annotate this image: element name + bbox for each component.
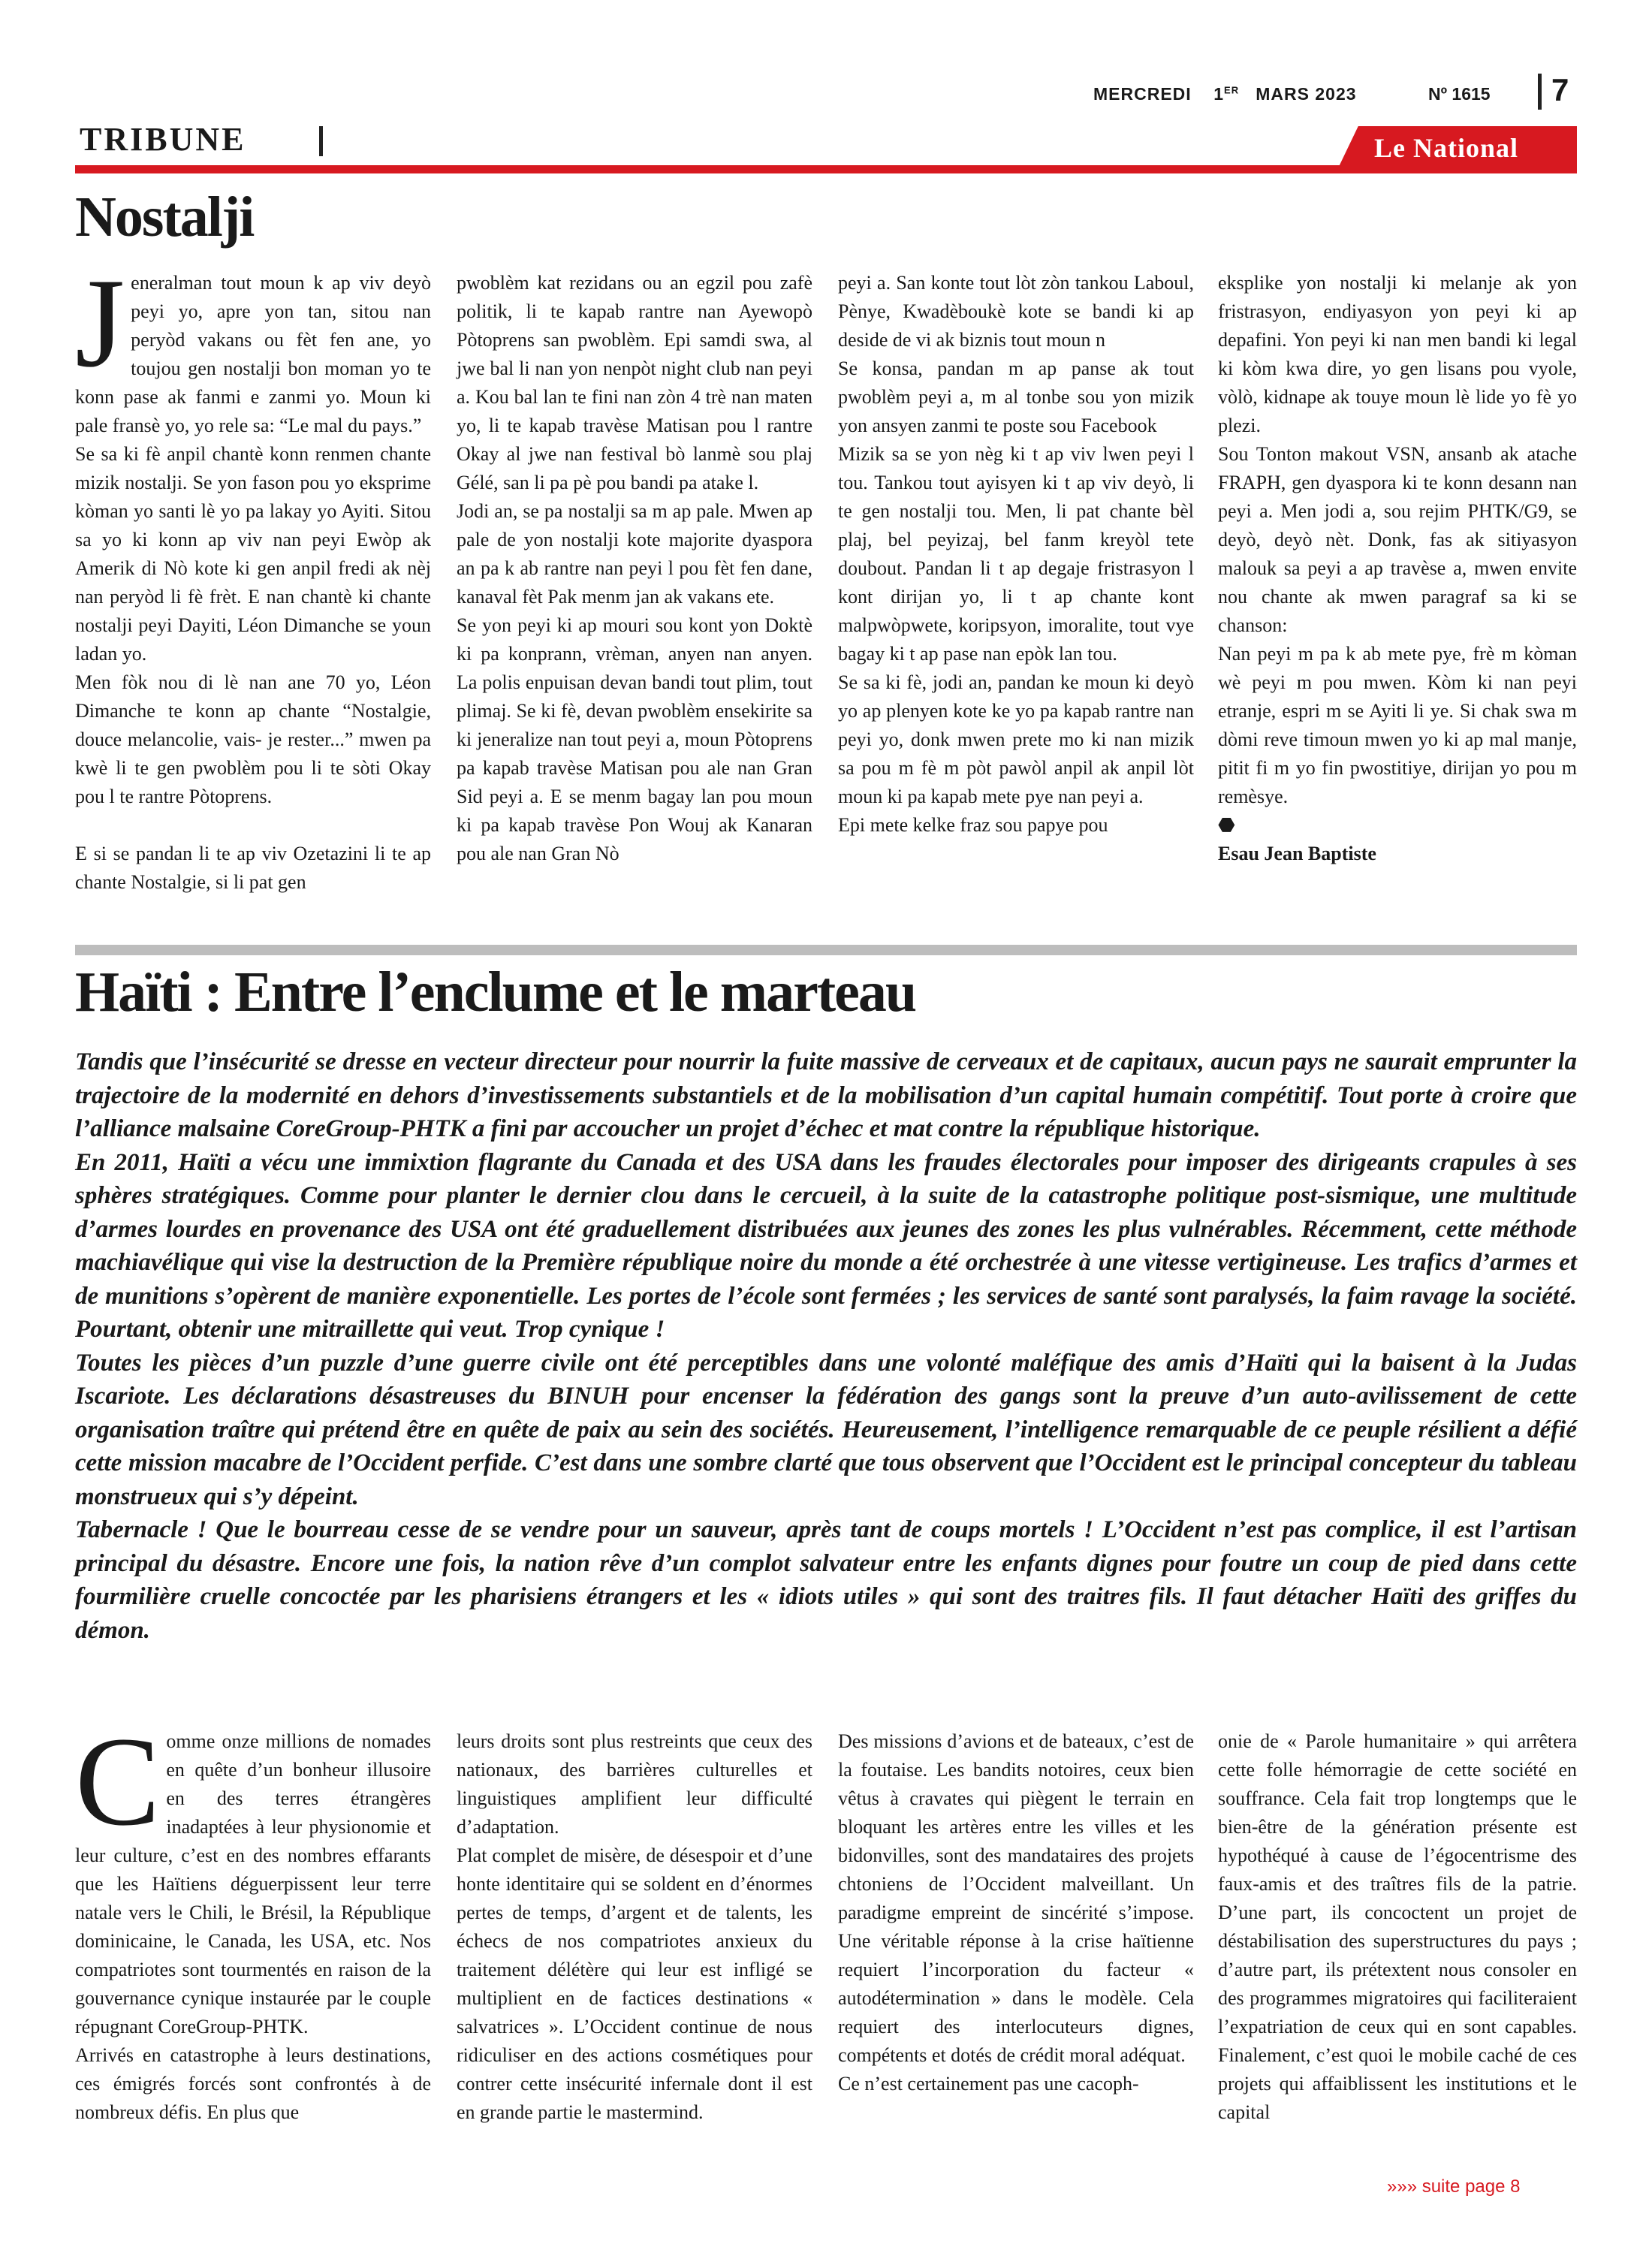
article2-column-4 [1218,1727,1577,2127]
lead-paragraph: Toutes les pièces d’un puzzle d’une guerre civile ont été perceptibles dans une volonté maléfique des amis d’Haïti qui la baisent à la Judas Iscariote. Les déclarations désastreuses du BINUH pour encenser la fédération des gangs sont la preuve d’un auto-avilissement de cette organisation traître qui prétend être en quête de paix au sein des sociétés. Heureusement, l’intelligence remarquable de ce peuple résilient a défié cette mission macabre de l’Occident perfide. C’est dans une sombre clarté que tous observent que l’Occident est le principal concepteur du tableau monstrueux qui s’y dépeint. [75,1349,1577,1510]
article2-dropcap: C [75,1711,161,1852]
article2-paragraph: Arrivés en catastrophe à leurs destinations, ces émigrés forcés sont confrontés à de nombreux défis. En plus que [75,2044,431,2123]
article2-paragraph: Des missions d’avions et de bateaux, c’est de la foutaise. Les bandits notoires, ceux bien vêtus à cravates qui piègent le terrain en bloquant les artères entre les villes et les bidonvilles, sont des mandataires des projets chtoniens de l’Occident malveillant. Un paradigme empreint de sincérité s’impose. Une véritable réponse à la crise haïtienne requiert l’incorporation du facteur « autodétermination » dans le modèle. Cela requiert des interlocuteurs dignes, compétents et dotés de crédit moral adéquat. [838,1730,1194,2066]
article2-paragraph: leurs droits sont plus restreints que ceux des nationaux, des barrières culturelles et linguistiques amplifient leur difficulté d’adaptation. [457,1730,812,1838]
issue-date: MERCREDI 1ER MARS 2023 [1093,84,1357,104]
article1-paragraph: Nan peyi m pa k ab mete pye, frè m kòman wè peyi m pou mwen. Kòm ki nan peyi etranje, espri m se Ayiti li ye. Si chak swa m dòmi reve timoun mwen yo ki ap mal manje, pitit fi m yo fin pwostitiye, dirijan yo pou m remèsye. [1218,643,1577,807]
article1-column-3 [838,269,1194,840]
brand-logo: Le National [1374,133,1519,163]
article1-paragraph: peyi a. San konte tout lòt zòn tankou Laboul, Pènye, Kwadèboukè kote se bandi ki ap deside de vi ak biznis tout moun n [838,272,1194,351]
section-label: TRIBUNE [80,121,246,158]
article1-column-2 [457,269,812,868]
article1-dropcap: J [75,252,125,394]
article1-paragraph: eneralman tout moun k ap viv deyò peyi yo, apre yon tan, sitou nan peryòd vakans ou fèt fen ane, yo toujou gen nostalji bon moman yo te konn pase ak fanmi e zanmi yo. Moun ki pale fransè yo, yo rele sa: “Le mal du pays.” [75,272,431,436]
article2-column-2 [457,1727,812,2127]
section-divider [319,126,323,156]
article1-paragraph: Se sa ki fè anpil chantè konn renmen chante mizik nostalji. Se yon fason pou yo eksprime kòman yo santi lè yo pa lakay yo Ayiti. Sitou sa yo ki konn ap viv nan peyi Ewòp ak Amerik di Nò kote ki gen anpil fredi ak nèj nan peryòd li fè frèt. E nan chantè ki chante nostalji peyi Dayiti, Léon Dimanche se youn ladan yo. [75,443,431,665]
article1-column-1 [75,252,431,897]
article1-paragraph: Epi mete kelke fraz sou papye pou [838,814,1108,836]
page-number: 7 [1551,72,1569,107]
article1-paragraph: Jodi an, se pa nostalji sa m ap pale. Mwen ap pale de yon nostalji kote majorite dyaspora an pa k ab rantre nan peyi l pou fèt fen dane, kanaval fèt Pak menm jan ak vakans ete. [457,500,812,608]
continued-link[interactable]: »»» suite page 8 [1387,2176,1521,2197]
article1-column-4 [1218,269,1577,868]
lead-paragraph: En 2011, Haïti a vécu une immixtion flagrante du Canada et des USA dans les fraudes électorales pour imposer des dirigeants crapules à ses sphères stratégiques. Comme pour planter le dernier clou dans le cercueil, à la suite de la catastrophe politique post-sismique, une multitude d’armes lourdes en provenance des USA ont été graduellement distribuées aux jeunes des zones les plus vulnérables. Récemment, cette méthode machiavélique qui vise la destruction de la Première république noire du monde a été orchestrée à une vitesse vertigineuse. Les trafics d’armes et de munitions s’opèrent de manière exponentielle. Les portes de l’école sont fermées ; les services de santé sont paralysés, la faim ravage la société. Pourtant, obtenir une mitraillette qui veut. Trop cynique ! [75,1148,1577,1343]
article2-paragraph: Plat complet de misère, de désespoir et d’une honte identitaire qui se soldent en d’énormes pertes de temps, d’argent et de talents, les échecs de nos compatriotes anxieux du traitement délétère qui leur est infligé se multiplient en de factices destinations « salvatrices ». L’Occident continue de nous ridiculiser en des actions cosmétiques pour contrer cette insécurité infernale dont il est en grande partie le mastermind. [457,1844,812,2123]
article1-paragraph: pwoblèm kat rezidans ou an egzil pou zafè politik, li te kapab rantre nan Ayewopò Pòtoprens san pwoblèm. Epi samdi swa, al jwe bal li nan yon nenpòt night club nan peyi a. Kou bal lan te fini nan zòn 4 trè nan maten yo, li te kapab travèse Matisan pou l rantre Okay al jwe nan festival bò lanmè sou plaj Gélé, san li pa pè pou bandi pa atake l. [457,272,812,493]
article1-paragraph: Mizik sa se yon nèg ki t ap viv lwen peyi l tou. Tankou tout ayisyen ki t ap viv deyò, li te gen nostalji tou. Men, li pat chante bèl plaj, bel peyizaj, bel fanm kreyòl tete doubout. Pandan li t ap degaje fristrasyon l kont dirijan yo, li t ap chante kont malpwòpwete, koripsyon, imoralite, tout vye bagay ki t ap pase nan epòk lan tou. [838,443,1194,665]
article1-paragraph: Men fòk nou di lè nan ane 70 yo, Léon Dimanche te konn ap chante “Nostalgie, douce melancolie, vais- je rester...” mwen pa kwè li te gen pwoblèm pou li te sòti Okay pou l te rantre Pòtoprens. [75,671,431,807]
article1-paragraph: Se konsa, pandan m ap panse ak tout pwoblèm peyi a, m al tonbe sou yon mizik yon ansyen zanmi te poste sou Facebook [838,357,1194,436]
article1-paragraph: eksplike yon nostalji ki melanje ak yon fristrasyon, endiyasyon yon peyi ki ap depafini. Yon peyi ki nan men bandi ki legal ki kòm kwa dire, yo gen lisans pou vyole, vòlò, kidnape ak touye moun lè lide yo fè yo plezi. [1218,272,1577,436]
article1-paragraph: E si se pandan li te ap viv Ozetazini li te ap chante Nostalgie, si li pat gen [75,843,431,893]
lead-paragraph: Tabernacle ! Que le bourreau cesse de se vendre pour un sauveur, après tant de coups mortels ! L’Occident n’est pas complice, il est l’artisan principal du désastre. Encore une fois, la nation rêve d’un complot salvateur entre les enfants dignes pour foutre un coup de pied dans cette fourmilière cruelle concoctée par les pharisiens étrangers et les « idiots utiles » qui sont des traitres fils. Il faut détacher Haïti des griffes du démon. [75,1516,1577,1644]
article2-paragraph: omme onze millions de nomades en quête d’un bonheur illusoire en des terres étrangères inadaptées à leur physionomie et leur culture, c’est en des nombres effarants que les Haïtiens déguerpissent leur terre natale vers le Chili, le Brésil, la République dominicaine, le Canada, les USA, etc. Nos compatriotes sont tourmentés en raison de la gouvernance cynique instaurée par le couple répugnant CoreGroup-PHTK. [75,1730,431,2037]
article-separator [75,945,1577,955]
article1-paragraph: Se sa ki fè, jodi an, pandan ke moun ki deyò yo ap plenyen kote ke yo pa kapab rantre nan peyi yo, donk mwen prete mo ki nan mizik sa pou m fè m pòt pawòl anpil ak anpil lòt moun ki pa kapab mete pye nan peyi a. [838,671,1194,807]
article2-lead [75,1045,1577,1647]
end-mark-icon: ⬣ [1218,814,1235,836]
issue-number: Nº 1615 [1428,84,1491,104]
article2-title: Haïti : Entre l’enclume et le marteau [75,961,916,1024]
header-divider [1538,74,1542,110]
article1-paragraph: Se yon peyi ki ap mouri sou kont yon Doktè ki pa konprann, vrèman, anyen nan anyen. La polis enpuisan devan bandi tout plim, tout plimaj. Se ki fè, devan pwoblèm ensekirite sa ki jeneralize nan tout peyi a, moun Pòtoprens pa kapab travèse Matisan pou ale nan Gran Sid peyi a. E se menm bagay lan pou moun ki pa kapab travèse Pon Wouj ak Kanaran pou ale nan Gran Nò [457,614,812,864]
article1-title: Nostalji [75,185,254,249]
article2-column-1 [75,1711,431,2127]
article2-paragraph: Ce n’est certainement pas une cacoph- [838,2073,1139,2095]
article2-paragraph: onie de « Parole humanitaire » qui arrêtera cette folle hémorragie de cette société en souffrance. Cela fait trop longtemps que le bien-être de la génération présente est hypothéqué à cause de l’égocentrisme des faux-amis et des traîtres fils de la patrie. D’une part, ils concoctent un projet de déstabilisation des superstructures du pays ; d’autre part, ils prétextent nous consoler en des programmes migratoires qui faciliteraient l’expatriation de ceux qui en sont capables. Finalement, c’est quoi le mobile caché de ces projets qui affaiblissent les institutions et le capital [1218,1730,1577,2123]
lead-paragraph: Tandis que l’insécurité se dresse en vecteur directeur pour nourrir la fuite massive de cerveaux et de capitaux, aucun pays ne saurait emprunter la trajectoire de la modernité en dehors d’investissements substantiels et de la mobilisation d’un capital humain compétitif. Tout porte à croire que l’alliance malsaine CoreGroup-PHTK a fini par accoucher un projet d’échec et mat contre la république historique. [75,1048,1577,1142]
article2-column-3 [838,1727,1194,2098]
article1-author: Esau Jean Baptiste [1218,843,1376,864]
article1-paragraph: Sou Tonton makout VSN, ansanb ak atache FRAPH, gen dyaspora ki te konn desann nan peyi a. Men jodi a, sou rejim PHTK/G9, se deyò, deyò nèt. Donk, fas ak sitiyasyon malouk sa peyi a ap travèse a, mwen envite nou chante ak mwen paragraf sa ki se chanson: [1218,443,1577,636]
